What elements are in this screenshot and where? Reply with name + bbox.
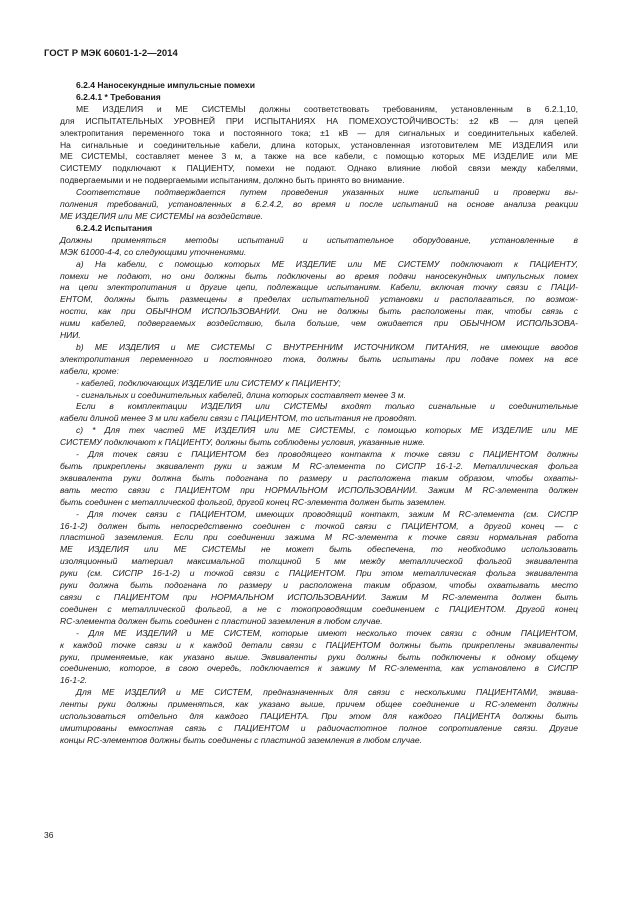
text-line: руки, применяемые, как указано выше. Эквиваленты руки должны быть подключены к одному общему [60, 651, 578, 662]
text-line: ности, как при ОБЫЧНОМ ИСПОЛЬЗОВАНИИ. Они не должны быть расположены так, чтобы связь с [60, 306, 578, 317]
text-line: быть прикреплены эквивалент руки и зажим М RC-элемента по СИСПР 16-1-2. Металлическая фольга [60, 461, 578, 471]
text-line: МЕ ИЗДЕЛИЯ или МЕ СИСТЕМЫ на воздействие. [60, 210, 263, 221]
text-line: 6.2.4.1 * Требования [76, 91, 161, 102]
text-line: 6.2.4.2 Испытания [76, 222, 153, 233]
text-line: на цепи электропитания и другие цепи, подлежащие испытаниям. Кабели, включая точку связи с ПАЦИ- [60, 282, 578, 293]
text-line: Если в комплектации ИЗДЕЛИЯ или СИСТЕМЫ входят только сигнальные и соединительные [76, 401, 578, 412]
text-line: руки (см. СИСПР 16-1-2) и точкой связи с ПАЦИЕНТОМ. При этом металлическая фольга эквивалента [60, 568, 578, 579]
text-line: - Для точек связи с ПАЦИЕНТОМ, имеющих проводящий контакт, зажим М RC-элемента (см. СИСПР [76, 508, 578, 519]
text-line: с) * Для тех частей МЕ ИЗДЕЛИЯ или МЕ СИСТЕМЫ, с помощью которых МЕ ИЗДЕЛИЕ или МЕ [76, 425, 578, 436]
text-line: - Для точек связи с ПАЦИЕНТОМ без проводящего контакта к точке связи с ПАЦИЕНТОМ должны [76, 449, 578, 460]
text-line: помехи не подают, но они должны быть подключены во время подачи наносекундных импульсных помех [60, 270, 578, 281]
text-line: - кабелей, подключающих ИЗДЕЛИЕ или СИСТЕМУ к ПАЦИЕНТУ; [76, 377, 341, 388]
text-line: 16-1-2) должен быть непосредственно соединен с точкой связи с ПАЦИЕНТОМ, а другой конец — с [60, 520, 578, 531]
page-number: 36 [44, 830, 54, 840]
text-line: эквивалента руки должна быть подогнана по размеру и расположена таким образом, чтобы охваты- [60, 472, 578, 483]
text-line: концы RC-элементов должны быть соединены с пластиной заземления в любом случае. [60, 734, 422, 745]
text-line: электропитания переменного тока и постоянного тока; ±1 кВ — для сигнальных и соединительных кабелей. [60, 127, 578, 138]
text-line: электропитания переменного и постоянного тока, должны быть испытаны при подаче помех на все [60, 353, 578, 364]
text-line: кабели длиной менее 3 м или кабели связи с ПАЦИЕНТОМ, то испытания не проводят. [60, 413, 417, 424]
text-line: RC-элемента должен быть соединен с пластиной заземления в любом случае. [60, 615, 383, 626]
text-line: соединен с металлической фольгой, а не с токопроводящим соединением с ПАЦИЕНТОМ. Другой конец [60, 603, 578, 614]
standard-header: ГОСТ Р МЭК 60601-1-2—2014 [44, 48, 178, 59]
text-line: Должны применяться методы испытаний и испытательное оборудование, установленные в [60, 234, 578, 245]
text-line: - сигнальных и соединительных кабелей, длина которых составляет менее 3 м. [76, 389, 406, 400]
text-line: МЕ ИЗДЕЛИЯ и МЕ СИСТЕМЫ должны соответствовать требованиям, установленным в 6.2.1,10, [76, 103, 578, 114]
text-line: для ИСПЫТАТЕЛЬНЫХ УРОВНЕЙ ПРИ ИСПЫТАНИЯХ НА ПОМЕХОУСТОЙЧИВОСТЬ: ±2 кВ — для цепей [60, 115, 578, 126]
document-body [60, 80, 578, 747]
text-line: b) МЕ ИЗДЕЛИЯ и МЕ СИСТЕМЫ С ВНУТРЕННИМ ИСТОЧНИКОМ ПИТАНИЯ, не имеющие вводов [76, 341, 578, 352]
text-line: МЭК 61000-4-4, со следующими уточнениями. [60, 246, 247, 257]
text-line: СИСТЕМУ подключают к ПАЦИЕНТУ, должны быть соблюдены условия, указанные ниже. [60, 437, 426, 448]
text-line: изоляционный материал максимальной толщиной 5 мм между металлической фольгой эквивалента [60, 556, 578, 567]
text-line: к каждой точке связи и к каждой детали связи с ПАЦИЕНТОМ должны быть прикреплены эквиваленты [60, 639, 578, 650]
text-line: полнения требований, установленных в 6.2.4.2, во время и после испытаний на основе анализа реакции [60, 199, 578, 210]
text-line: 6.2.4 Наносекундные импульсные помехи [76, 80, 255, 90]
text-line: 16-1-2. [60, 675, 88, 686]
text-line: Соответствие подтверждается путем проведения указанных ниже испытаний и проверки вы- [76, 187, 578, 198]
text-line: быть соединен с металлической фольгой, другой конец RC-элемента должен быть заземлен. [60, 496, 447, 507]
text-line: а) На кабели, с помощью которых МЕ ИЗДЕЛИЕ или МЕ СИСТЕМУ подключают к ПАЦИЕНТУ, [76, 258, 578, 269]
text-line: - Для МЕ ИЗДЕЛИЙ и МЕ СИСТЕМ, которые имеют несколько точек связи с одним ПАЦИЕНТОМ, [76, 627, 578, 638]
text-line: руки должна быть подогнана по размеру и расположена таким образом, чтобы охватывать место [60, 580, 578, 591]
text-line: ленты руки должны применяться, как указано выше, причем общее соединение и RC-элемент должны [60, 699, 578, 710]
text-line: На сигнальные и соединительные кабели, длина которых, установленная изготовителем МЕ ИЗДЕЛИЯ или [60, 139, 578, 150]
text-line: имитированы емкостная связь с ПАЦИЕНТОМ и радиочастотное полное сопротивление связи. Другие [60, 722, 578, 733]
text-line: кабели, кроме: [60, 365, 119, 376]
text-line: МЕ ИЗДЕЛИЯ или МЕ СИСТЕМЫ не может быть обеспечена, то необходимо использовать [60, 544, 578, 555]
text-line: НИИ. [60, 330, 81, 341]
text-line: ЕНТОМ, должны быть размещены в пределах испытательной установки и располагаться, по возмож- [60, 294, 578, 305]
text-line: Для МЕ ИЗДЕЛИЙ и МЕ СИСТЕМ, предназначенных для связи с несколькими ПАЦИЕНТАМИ, эквива- [76, 687, 578, 698]
text-line: вать место связи с ПАЦИЕНТОМ при НОРМАЛЬНОМ ИСПОЛЬЗОВАНИИ. Зажим М RC-элемента должен [60, 484, 578, 495]
text-line: ними кабелей, подвергаемых воздействию, была больше, чем ожидается при ОБЫЧНОМ ИСПОЛЬЗОВА- [60, 318, 578, 329]
text-line: пластиной заземления. Если при соединении зажима М RC-элемента к точке связи нормальная работа [60, 532, 578, 543]
text-line: МЕ СИСТЕМЫ, составляет менее 3 м, а также на все кабели, с помощью которых МЕ ИЗДЕЛИЕ или МЕ [60, 151, 578, 162]
text-line: СИСТЕМУ подключают к ПАЦИЕНТУ, помехи не подают. Однако влияние любой связи между кабелями, [60, 163, 578, 174]
text-line: подвергаемыми и не подвергаемыми испытаниям, должно быть принято во внимание. [60, 175, 405, 186]
text-line: связи с ПАЦИЕНТОМ при НОРМАЛЬНОМ ИСПОЛЬЗОВАНИИ. Зажим М RC-элемента должен быть [60, 591, 578, 602]
text-line: использоваться отдельно для каждого ПАЦИЕНТА. При этом для каждого ПАЦИЕНТА должны быть [60, 711, 578, 722]
text-line: соединению, которое, в свою очередь, подключается к зажиму М RC-элемента, как установлено в СИСПР [60, 663, 578, 674]
